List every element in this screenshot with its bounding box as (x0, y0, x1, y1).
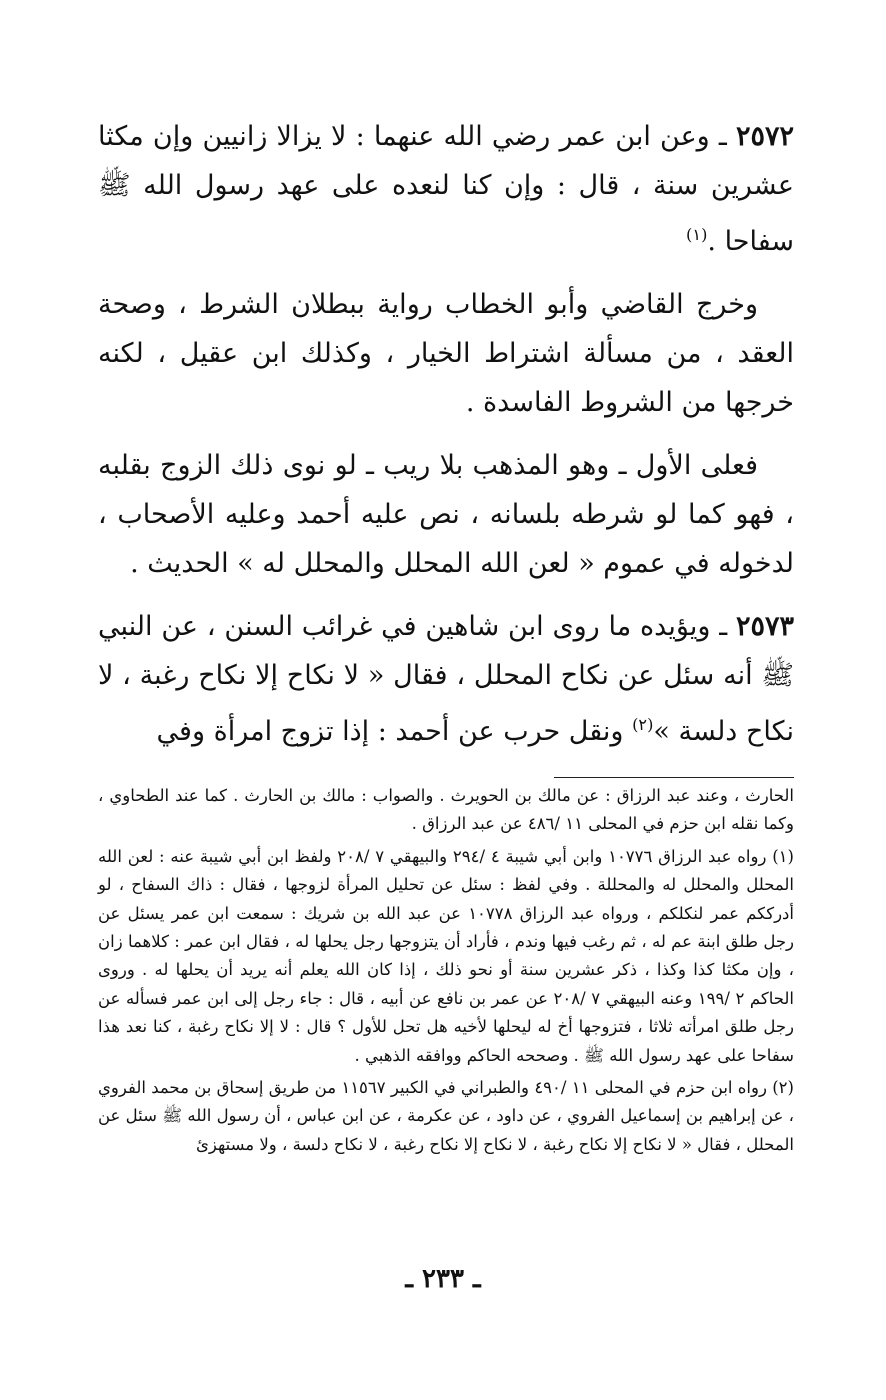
footnote-ref: (١) (686, 225, 708, 244)
hadith-number: ٢٥٧٢ (735, 121, 794, 152)
footnote-1: (١) رواه عبد الرزاق ١٠٧٧٦ وابن أبي شيبة ٤ /٢٩٤ والبيهقي ٧ /٢٠٨ ولفظ ابن أبي شيبة عنه : لعن الله المحلل والمحلل له والمحللة . وفي لفظ : سئل عن تحليل المرأة لزوجها ، فقال : ذاك السفاح ، لو أدرككم عمر لنكلكم ، ورواه عبد الرزاق ١٠٧٧٨ عن عبد الله بن شريك : سمعت ابن عمر يسئل عن رجل طلق ابنة عم له ، ثم رغب فيها وندم ، فأراد أن يتزوجها رجل يحلها له ، فقال ابن عمر : كلاهما زان ، وإن مكثا كذا وكذا ، ذكر عشرين سنة أو نحو ذلك ، إذا كان الله يعلم أنه يريد أن يحلها له . وروى الحاكم ٢ /١٩٩ وعنه البيهقي ٧ /٢٠٨ عن عمر بن نافع عن أبيه ، قال : جاء رجل إلى ابن عمر فسأله عن رجل طلق امرأته ثلاثا ، فتزوجها أخ له ليحلها لأخيه هل تحل للأول ؟ قال : لا إلا نكاح رغبة ، كنا نعد هذا سفاحا على عهد رسول الله ﷺ . وصححه الحاكم ووافقه الذهبي . (98, 846, 794, 1065)
paragraph (98, 441, 794, 588)
hadith-number: ٢٥٧٣ (735, 611, 794, 642)
paragraph-text: ونقل حرب عن أحمد : إذا تزوج امرأة وفي (156, 716, 624, 747)
page-number: ـ ٢٣٣ ـ (405, 1264, 481, 1294)
footnote-continued: الحارث ، وعند عبد الرزاق : عن مالك بن الحويرث . والصواب : مالك بن الحارث . كما عند الطحاوي ، وكما نقله ابن حزم في المحلى ١١ /٤٨٦ عن عبد الرزاق . (98, 786, 794, 834)
footnote-ref: (٢) (632, 715, 654, 734)
paragraph-text: وخرج القاضي وأبو الخطاب رواية ببطلان الشرط ، وصحة العقد ، من مسألة اشتراط الخيار ، وكذلك ابن عقيل ، لكنه خرجها من الشروط الفاسدة . (98, 289, 794, 418)
footnote-2: (٢) رواه ابن حزم في المحلى ١١ /٤٩٠ والطبراني في الكبير ١١٥٦٧ من طريق إسحاق بن محمد الفروي ، عن إبراهيم بن إسماعيل الفروي ، عن داود ، عن عكرمة ، عن ابن عباس ، أن رسول الله ﷺ سئل عن المحلل ، فقال « لا نكاح إلا نكاح رغبة ، لا نكاح إلا نكاح رغبة ، لا نكاح دلسة ، ولا مستهزئ (98, 1078, 794, 1154)
paragraph-text: فعلى الأول ـ وهو المذهب بلا ريب ـ لو نوى ذلك الزوج بقلبه ، فهو كما لو شرطه بلسانه ، نص عليه أحمد وعليه الأصحاب ، لدخوله في عموم « لعن الله المحلل والمحلل له » الحديث . (98, 450, 794, 579)
paragraph (98, 280, 794, 427)
paragraph-2573 (98, 602, 794, 756)
main-text (98, 112, 794, 770)
footnote-separator (554, 777, 794, 778)
paragraph-text: ـ وعن ابن عمر رضي الله عنهما : لا يزالا زانيين وإن مكثا عشرين سنة ، قال : وإن كنا لنعده على عهد رسول الله ﷺ سفاحا . (98, 121, 794, 257)
footnotes (98, 782, 794, 1163)
paragraph-2572 (98, 112, 794, 266)
paragraph-text: ـ ويؤيده ما روى ابن شاهين في غرائب السنن ، عن النبي ﷺ أنه سئل عن نكاح المحلل ، فقال « لا نكاح إلا نكاح رغبة ، لا نكاح دلسة » (98, 611, 794, 747)
